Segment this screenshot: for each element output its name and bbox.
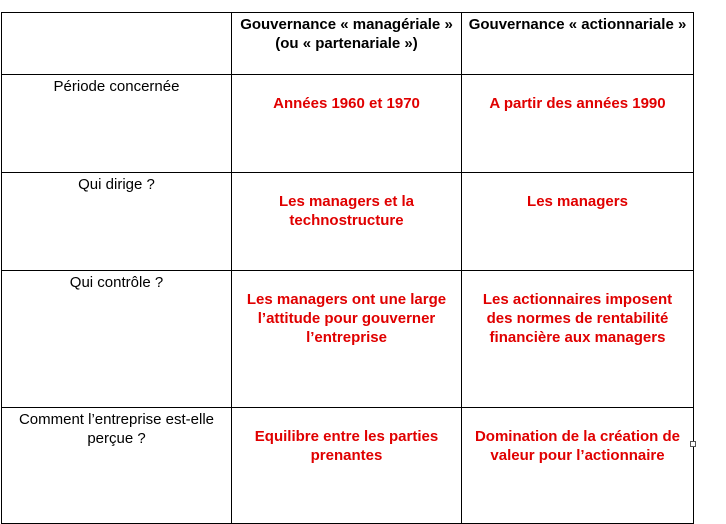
row-label-who-controls: Qui contrôle ?	[69, 274, 164, 291]
table-row	[2, 271, 694, 408]
header-cell-managerial	[232, 13, 462, 75]
table-row	[2, 173, 694, 271]
shareholder-period-text: A partir des années 1990	[489, 95, 666, 112]
header-cell-empty	[2, 13, 232, 75]
managerial-who-leads-text: Les managers et la technostructure	[278, 193, 415, 229]
table-resize-handle[interactable]	[690, 441, 696, 447]
row-label-who-leads: Qui dirige ?	[78, 176, 155, 193]
row-label-period: Période concernée	[53, 78, 180, 95]
row-label-cell	[2, 271, 232, 408]
header-cell-shareholder	[462, 13, 694, 75]
governance-comparison-table	[1, 12, 694, 524]
shareholder-cell	[462, 408, 694, 524]
shareholder-cell	[462, 271, 694, 408]
table-row	[2, 75, 694, 173]
managerial-cell	[232, 173, 462, 271]
managerial-who-controls-text: Les managers ont une large l’attitude pour gouverner l’entreprise	[246, 291, 447, 346]
managerial-cell	[232, 75, 462, 173]
row-label-cell	[2, 75, 232, 173]
managerial-cell	[232, 408, 462, 524]
table-row	[2, 408, 694, 524]
shareholder-who-leads-text: Les managers	[527, 193, 628, 210]
header-shareholder-text: Gouvernance « actionnariale »	[468, 16, 687, 33]
table-header-row	[2, 13, 694, 75]
shareholder-who-controls-text: Les actionnaires imposent des normes de rentabilité financière aux managers	[482, 291, 673, 346]
managerial-period-text: Années 1960 et 1970	[273, 95, 420, 112]
shareholder-cell	[462, 173, 694, 271]
header-managerial-text: Gouvernance « managériale » (ou « partenariale »)	[240, 16, 453, 52]
row-label-cell	[2, 173, 232, 271]
shareholder-cell	[462, 75, 694, 173]
shareholder-perception-text: Domination de la création de valeur pour l’actionnaire	[474, 428, 681, 464]
managerial-cell	[232, 271, 462, 408]
row-label-perception: Comment l’entreprise est-elle perçue ?	[18, 411, 215, 447]
row-label-cell	[2, 408, 232, 524]
managerial-perception-text: Equilibre entre les parties prenantes	[254, 428, 439, 464]
